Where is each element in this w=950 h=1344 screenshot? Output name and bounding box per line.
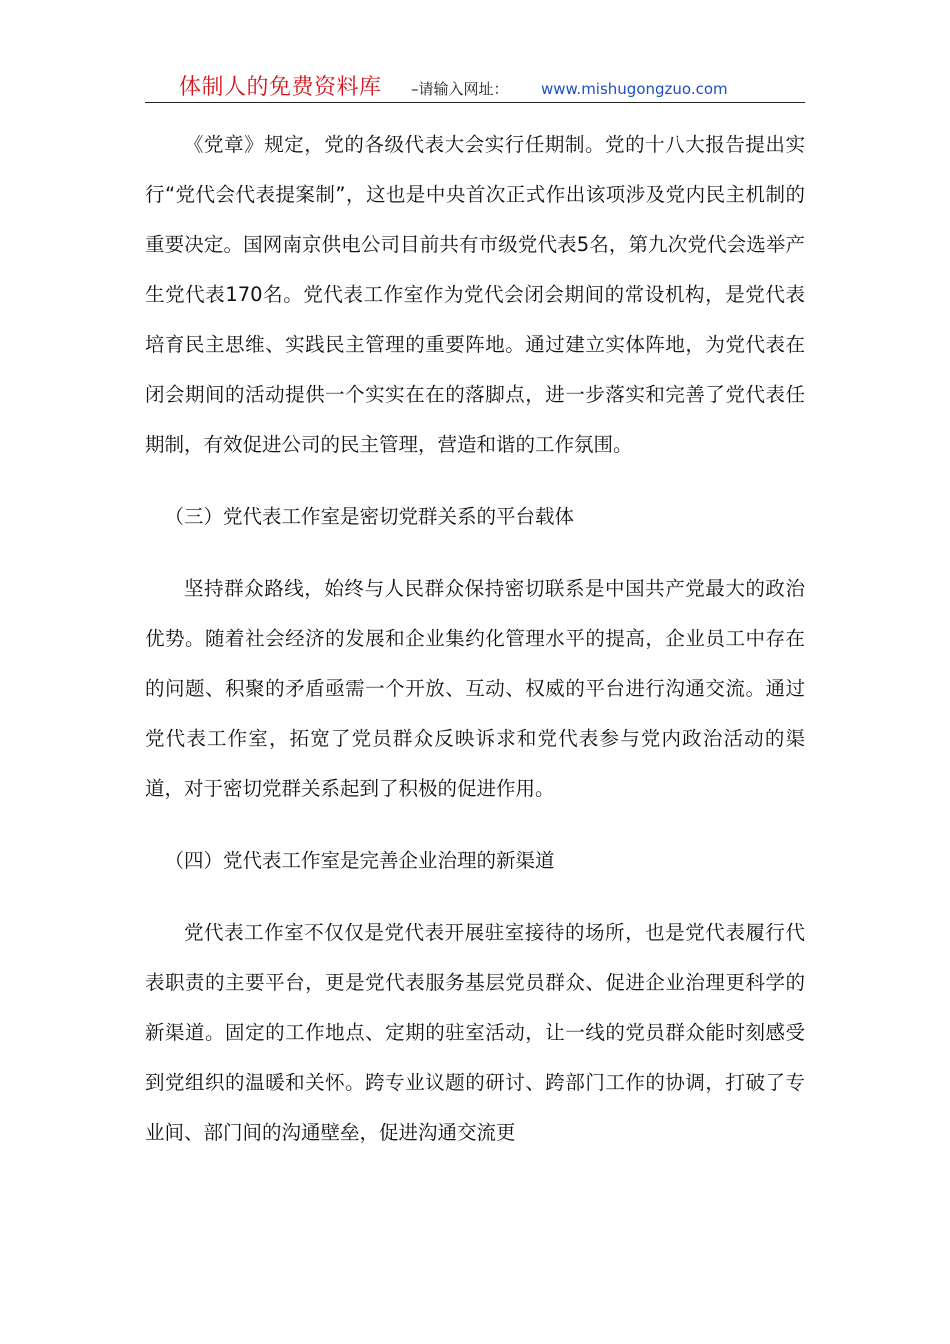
page-header: [145, 74, 805, 103]
paragraph-enterprise-governance: 党代表工作室不仅仅是党代表开展驻室接待的场所，也是党代表履行代表职责的主要平台，更是党代表服务基层党员群众、促进企业治理更科学的新渠道。固定的工作地点、定期的驻室活动，让一线的党员群众能时刻感受到党组织的温暖和关怀。跨专业议题的研讨、跨部门工作的协调，打破了专业间、部门间的沟通壁垒，促进沟通交流更: [145, 921, 805, 1144]
paragraph-mass-line: 坚持群众路线，始终与人民群众保持密切联系是中国共产党最大的政治优势。随着社会经济的发展和企业集约化管理水平的提高，企业员工中存在的问题、积聚的矛盾亟需一个开放、互动、权威的平台进行沟通交流。通过党代表工作室，拓宽了党员群众反映诉求和党代表参与党内政治活动的渠道，对于密切党群关系起到了积极的促进作用。: [145, 577, 805, 800]
header-url-link[interactable]: www.mishugongzuo.com: [541, 80, 728, 98]
section-heading-4: （四）党代表工作室是完善企业治理的新渠道: [164, 849, 555, 872]
section-heading-3: （三）党代表工作室是密切党群关系的平台载体: [164, 505, 575, 528]
paragraph-party-constitution: 《党章》规定，党的各级代表大会实行任期制。党的十八大报告提出实行“党代会代表提案制”，这也是中央首次正式作出该项涉及党内民主机制的重要决定。国网南京供电公司目前共有市级党代表5名，第九次党代会选举产生党代表170名。党代表工作室作为党代会闭会期间的常设机构，是党代表培育民主思维、实践民主管理的重要阵地。通过建立实体阵地，为党代表在闭会期间的活动提供一个实实在在的落脚点，进一步落实和完善了党代表任期制，有效促进公司的民主管理，营造和谐的工作氛围。: [145, 133, 805, 456]
header-brand-title: 体制人的免费资料库: [179, 75, 382, 100]
document-body: [145, 120, 805, 1158]
header-url-prompt: –请输入网址：: [411, 80, 509, 98]
